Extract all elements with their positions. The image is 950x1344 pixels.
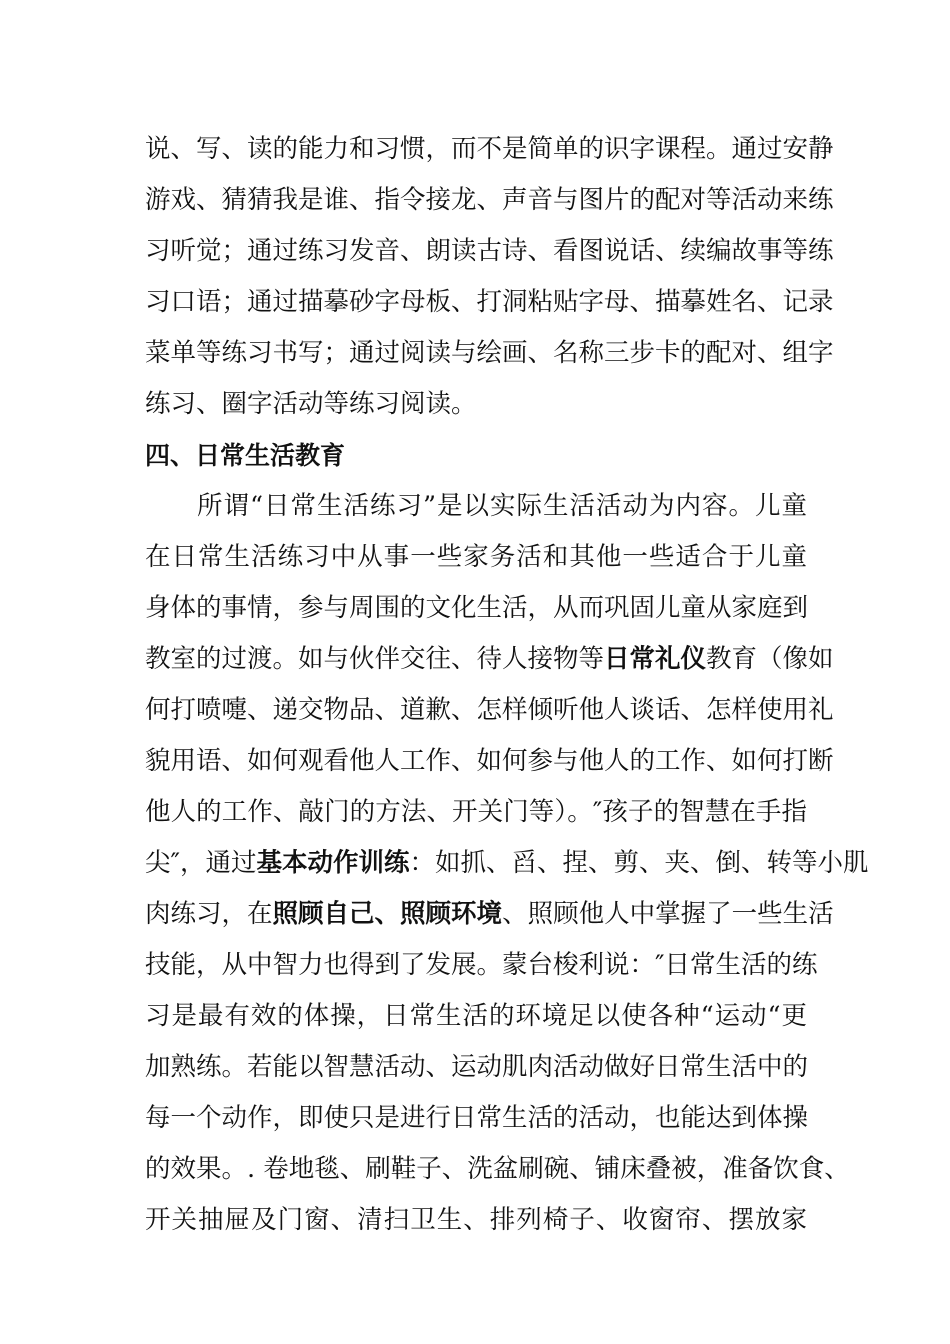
- text-run: 教育（像如: [706, 644, 834, 674]
- text-line: 练习、圈字活动等练习阅读。: [145, 389, 477, 419]
- text-line: 加熟练。若能以智慧活动、运动肌肉活动做好日常生活中的: [145, 1052, 809, 1082]
- text-line: 说、写、读的能力和习惯，而不是简单的识字课程。通过安静: [145, 134, 834, 164]
- text-run: 肉练习，在: [145, 899, 273, 929]
- text-line: 习是最有效的体操，日常生活的环境足以使各种“运动“更: [145, 1001, 807, 1031]
- document-body: [145, 124, 869, 1246]
- text-run: 、照顾他人中掌握了一些生活: [502, 899, 834, 929]
- section-heading: 四、日常生活教育: [145, 441, 346, 470]
- text-line: 他人的工作、敲门的方法、开关门等）。″孩子的智慧在手指: [145, 797, 807, 827]
- text-line: [145, 838, 869, 889]
- text-run: 尖″，通过: [145, 848, 257, 878]
- text-line: 身体的事情，参与周围的文化生活，从而巩固儿童从家庭到: [145, 593, 809, 623]
- text-run: 教室的过渡。如与伙伴交往、待人接物等: [145, 644, 605, 674]
- bold-term-environment-care: 照顾环境: [400, 899, 503, 929]
- text-line: 所谓“日常生活练习”是以实际生活活动为内容。儿童: [197, 491, 807, 521]
- bold-term-self-care: 照顾自己: [272, 899, 375, 929]
- text-line: 菜单等练习书写；通过阅读与绘画、名称三步卡的配对、组字: [145, 338, 834, 368]
- text-line: 何打喷嚏、递交物品、道歉、怎样倾听他人谈话、怎样使用礼: [145, 695, 834, 725]
- text-line: 习口语；通过描摹砂字母板、打洞粘贴字母、描摹姓名、记录: [145, 287, 834, 317]
- text-line: 开关抽屉及门窗、清扫卫生、排列椅子、收窗帘、摆放家: [145, 1205, 807, 1235]
- bold-term-basic-movement-training: 基本动作训练: [256, 848, 410, 878]
- bold-term-daily-etiquette: 日常礼仪: [604, 644, 707, 674]
- text-line: 游戏、猜猜我是谁、指令接龙、声音与图片的配对等活动来练: [145, 185, 834, 215]
- text-run: ：如抓、舀、捏、剪、夹、倒、转等小肌: [409, 848, 869, 878]
- text-line: [145, 889, 834, 940]
- text-run: 、: [374, 899, 401, 929]
- text-line: 貌用语、如何观看他人工作、如何参与他人的工作、如何打断: [145, 746, 834, 776]
- text-line: 技能，从中智力也得到了发展。蒙台梭利说：″日常生活的练: [145, 950, 818, 980]
- text-line: [145, 634, 834, 685]
- text-line: 的效果。. 卷地毯、刷鞋子、洗盆刷碗、铺床叠被，准备饮食、: [145, 1154, 850, 1184]
- text-line: 每一个动作，即使只是进行日常生活的活动，也能达到体操: [145, 1103, 809, 1133]
- text-line: 在日常生活练习中从事一些家务活和其他一些适合于儿童: [145, 542, 807, 572]
- text-line: 习听觉；通过练习发音、朗读古诗、看图说话、续编故事等练: [145, 236, 834, 266]
